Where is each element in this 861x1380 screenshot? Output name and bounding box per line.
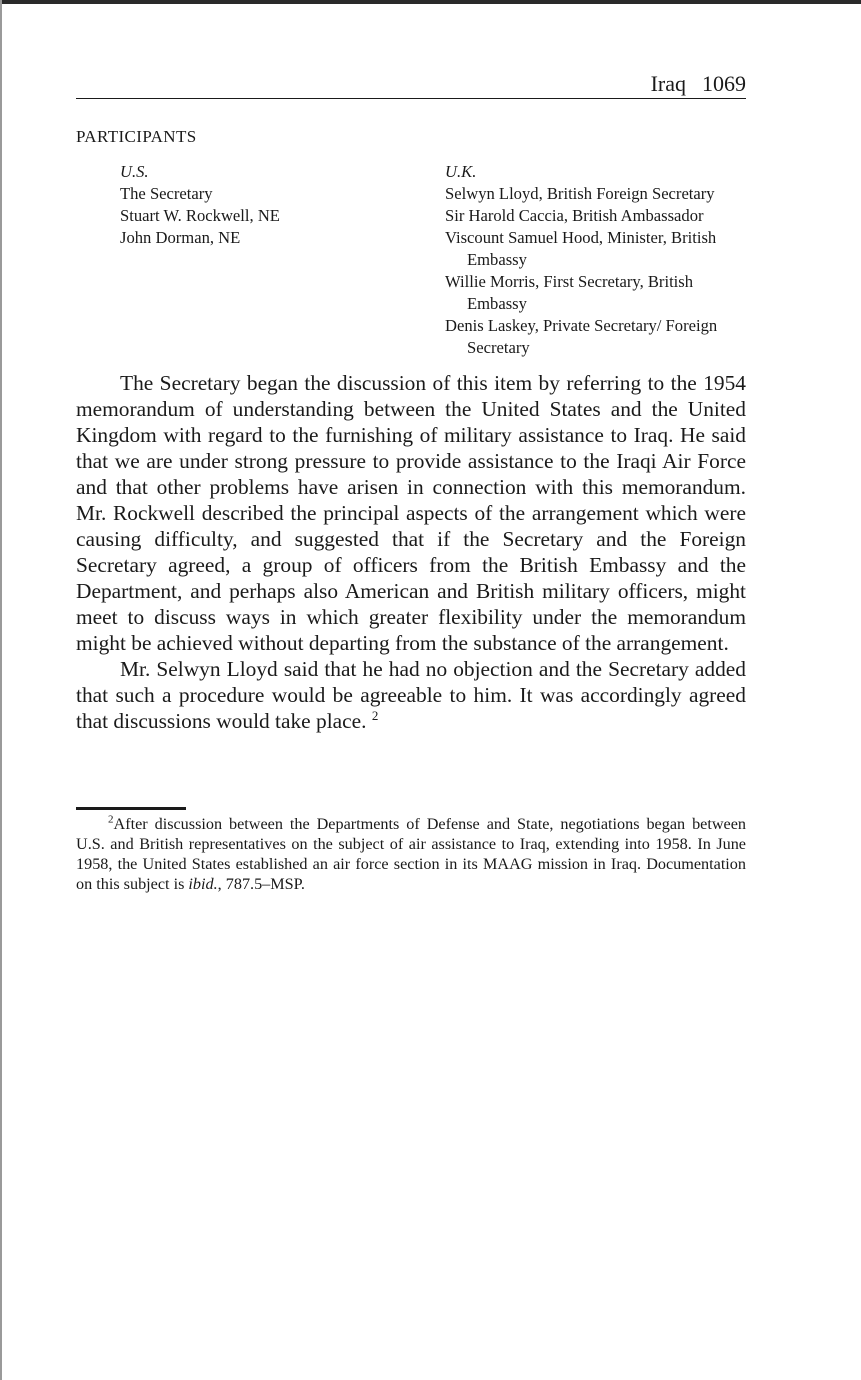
running-header [76,70,746,99]
footnote-text-part-2: , 787.5–MSP. [217,875,305,893]
footnote [76,814,746,894]
page-top-edge [0,0,861,4]
body-paragraph-1-text: The Secretary began the discussion of this item by referring to the 1954 memorandum of understanding between the United States and the United Kingdom with regard to the furnishing of military assistance to Iraq. He said that we are under strong pressure to provide assistance to the Iraqi Air Force and that other problems have arisen in connection with this memorandum. Mr. Rockwell described the principal aspects of the arrangement which were causing difficulty, and suggested that if the Secretary and the Foreign Secretary agreed, a group of officers from the British Embassy and the Department, and perhaps also American and British military officers, might meet to discuss ways in which greater flexibility under the memorandum might be achieved without departing from the substance of the arrangement. [76,371,746,655]
header-text [651,70,746,98]
uk-participant: Denis Laskey, Private Secretary/ Foreign Secretary [445,316,718,357]
footnote-ibid: ibid. [188,875,218,893]
uk-participant: Sir Harold Caccia, British Ambassador [445,206,704,225]
us-label: U.S. [120,162,149,181]
header-section: Iraq [650,71,686,96]
body-paragraph-1 [76,370,746,656]
us-participant: The Secretary [120,184,213,203]
uk-participant: Viscount Samuel Hood, Minister, British Embassy [445,228,717,269]
footnote-reference: 2 [371,707,379,723]
footnote-text-part-1: After discussion between the Departments of Defense and State, negotiations began between U.S. and British representatives on the subject of air assistance to Iraq, extending into 1958. In June 1958, the United States established an air force section in its MAAG mission in Iraq. Documentation on this subject is [76,815,746,893]
footnote-number: 2 [108,813,114,826]
footnote-divider [76,807,186,810]
body-text [76,370,746,734]
us-participants-column [120,161,420,249]
page-number: 1069 [702,71,746,96]
us-participant: Stuart W. Rockwell, NE [120,206,280,225]
body-paragraph-2-text: Mr. Selwyn Lloyd said that he had no objection and the Secretary added that such a procedure would be agreeable to him. It was accordingly agreed that discussions would take place. [76,657,746,733]
uk-participants-column [445,161,755,359]
us-participant: John Dorman, NE [120,228,241,247]
page-left-edge [0,0,2,1380]
uk-participant: Selwyn Lloyd, British Foreign Secretary [445,184,715,203]
uk-label: U.K. [445,162,477,181]
uk-participant: Willie Morris, First Secretary, British Embassy [445,272,694,313]
body-paragraph-2 [76,656,746,734]
participants-heading: PARTICIPANTS [76,127,197,146]
